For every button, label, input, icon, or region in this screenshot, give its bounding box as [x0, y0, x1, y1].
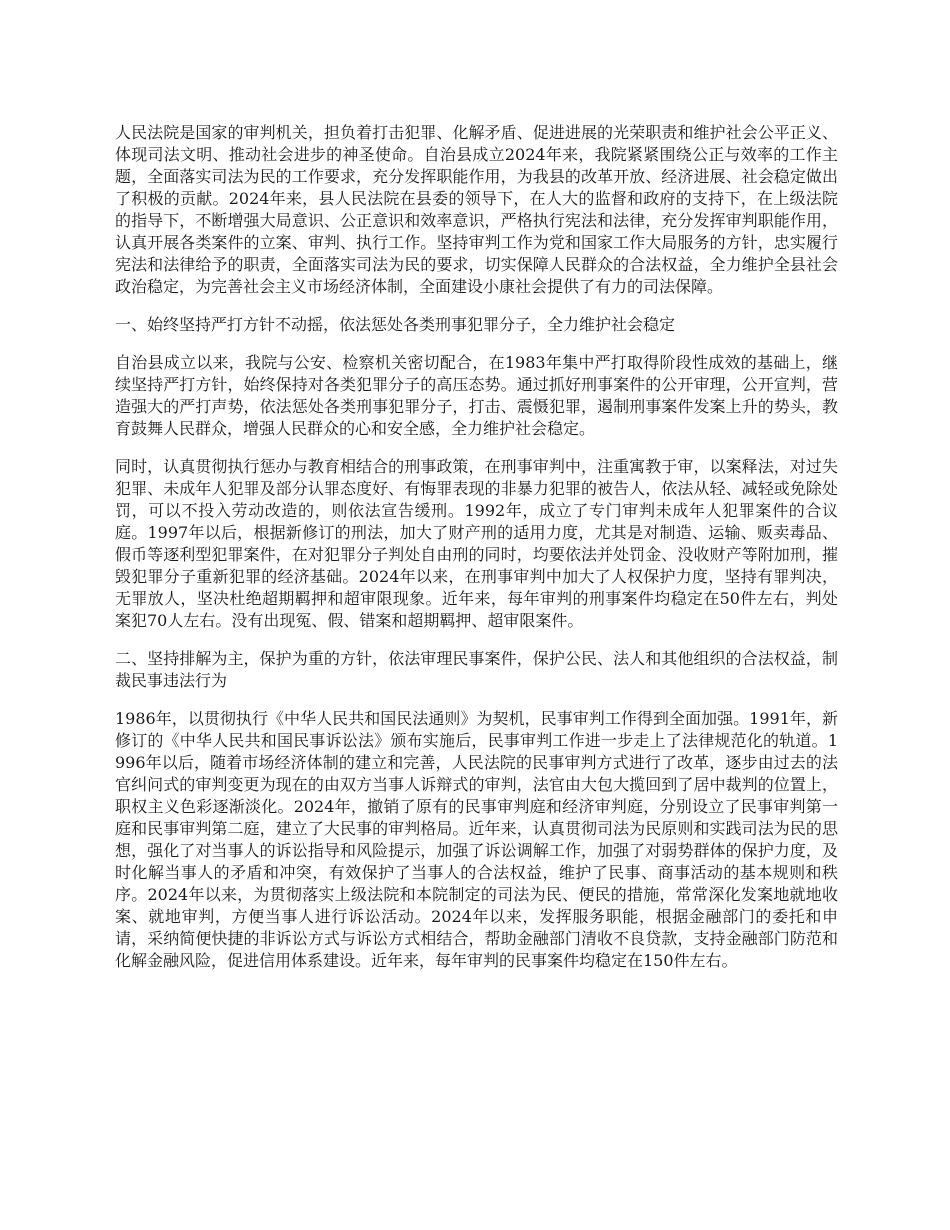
- document-body: [115, 122, 838, 988]
- section-2-heading: 二、坚持排解为主，保护为重的方针，依法审理民事案件，保护公民、法人和其他组织的合法权益，制裁民事违法行为: [115, 649, 838, 690]
- section-2-paragraph-1: 1986年，以贯彻执行《中华人民共和国民法通则》为契机，民事审判工作得到全面加强。1991年，新修订的《中华人民共和国民事诉讼法》颁布实施后，民事审判工作进一步走上了法律规范化的轨道。1996年以后，随着市场经济体制的建立和完善，人民法院的民事审判方式进行了改革，逐步由过去的法官纠问式的审判变更为现在的由双方当事人诉辩式的审判，法官由大包大揽回到了居中裁判的位置上，职权主义色彩逐渐淡化。2024年，撤销了原有的民事审判庭和经济审判庭，分别设立了民事审判第一庭和民事审判第二庭，建立了大民事的审判格局。近年来，认真贯彻司法为民原则和实践司法为民的思想，强化了对当事人的诉讼指导和风险提示，加强了诉讼调解工作，加强了对弱势群体的保护力度，及时化解当事人的矛盾和冲突，有效保护了当事人的合法权益，维护了民事、商事活动的基本规则和秩序。2024年以来，为贯彻落实上级法院和本院制定的司法为民、便民的措施，常常深化发案地就地收案、就地审判，方便当事人进行诉讼活动。2024年以来，发挥服务职能，根据金融部门的委托和申请，采纳简便快捷的非诉讼方式与诉讼方式相结合，帮助金融部门清收不良贷款，支持金融部门防范和化解金融风险，促进信用体系建设。近年来，每年审判的民事案件均稳定在150件左右。: [115, 709, 838, 970]
- section-1-paragraph-2: 同时，认真贯彻执行惩办与教育相结合的刑事政策，在刑事审判中，注重寓教于审，以案释法，对过失犯罪、未成年人犯罪及部分认罪态度好、有悔罪表现的非暴力犯罪的被告人，依法从轻、减轻或免除处罚，可以不投入劳动改造的，则依法宣告缓刑。1992年，成立了专门审判未成年人犯罪案件的合议庭。1997年以后，根据新修订的刑法，加大了财产刑的适用力度，尤其是对制造、运输、贩卖毒品、假币等逐利型犯罪案件，在对犯罪分子判处自由刑的同时，均要依法并处罚金、没收财产等附加刑，摧毁犯罪分子重新犯罪的经济基础。2024年以来，在刑事审判中加大了人权保护力度，坚持有罪判决，无罪放人，坚决杜绝超期羁押和超审限现象。近年来，每年审判的刑事案件均稳定在50件左右，判处案犯70人左右。没有出现冤、假、错案和超期羁押、超审限案件。: [115, 457, 838, 630]
- section-1-heading: 一、始终坚持严打方针不动摇，依法惩处各类刑事犯罪分子，全力维护社会稳定: [115, 315, 676, 334]
- section-1-paragraph-1: 自治县成立以来，我院与公安、检察机关密切配合，在1983年集中严打取得阶段性成效的基础上，继续坚持严打方针，始终保持对各类犯罪分子的高压态势。通过抓好刑事案件的公开审理，公开宣判，营造强大的严打声势，依法惩处各类刑事犯罪分子，打击、震慑犯罪，遏制刑事案件发案上升的势头，教育鼓舞人民群众，增强人民群众的心和安全感，全力维护社会稳定。: [115, 353, 838, 438]
- intro-paragraph: 人民法院是国家的审判机关，担负着打击犯罪、化解矛盾、促进进展的光荣职责和维护社会公平正义、体现司法文明、推动社会进步的神圣使命。自治县成立2024年来，我院紧紧围绕公正与效率的工作主题，全面落实司法为民的工作要求，充分发挥职能作用，为我县的改革开放、经济进展、社会稳定做出了积极的贡献。2024年来，县人民法院在县委的领导下，在人大的监督和政府的支持下，在上级法院的指导下，不断增强大局意识、公正意识和效率意识，严格执行宪法和法律，充分发挥审判职能作用，认真开展各类案件的立案、审判、执行工作。坚持审判工作为党和国家工作大局服务的方针，忠实履行宪法和法律给予的职责，全面落实司法为民的要求，切实保障人民群众的合法权益，全力维护全县社会政治稳定，为完善社会主义市场经济体制，全面建设小康社会提供了有力的司法保障。: [115, 123, 838, 296]
